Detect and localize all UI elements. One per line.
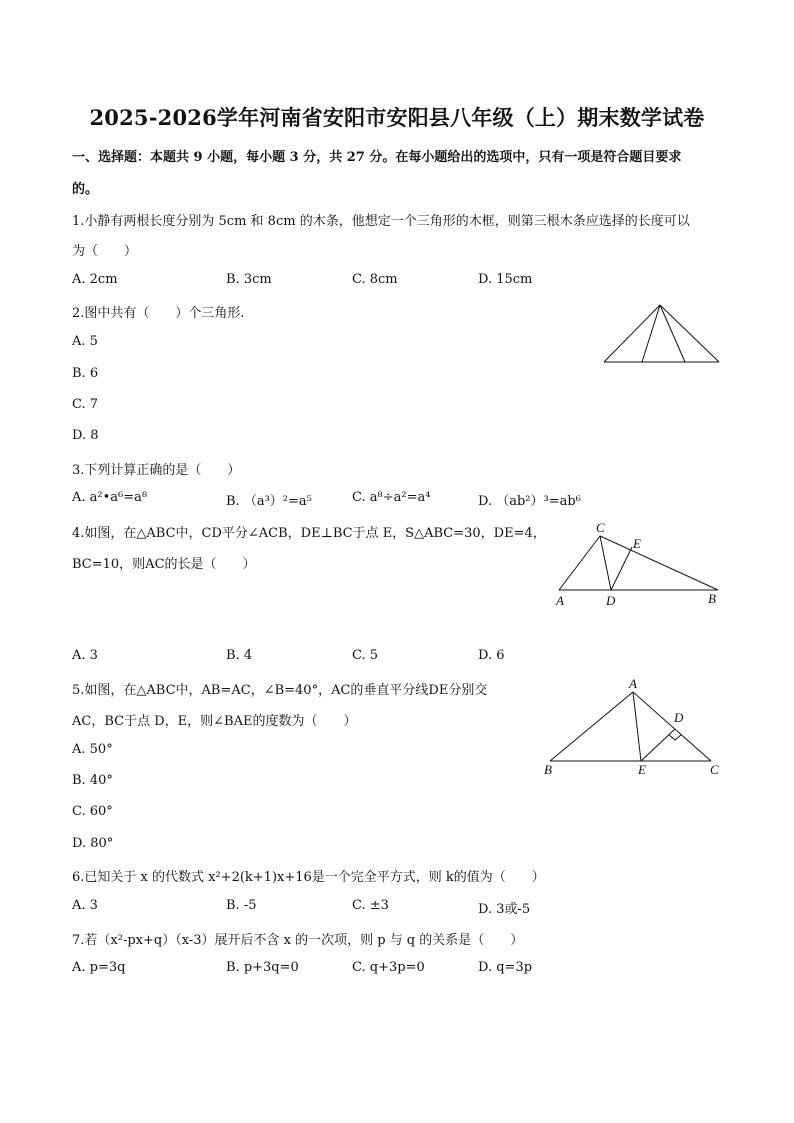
- q5-option-b: B. 40°: [72, 773, 113, 788]
- q5-label-b: B: [544, 762, 552, 777]
- q7-option-b: B. p+3q=0: [226, 960, 299, 975]
- q5-stem-line2: AC，BC于点 D，E，则∠BAE的度数为（ ）: [72, 714, 357, 729]
- q1-option-a: A. 2cm: [72, 272, 118, 287]
- q5-triangle-figure: [538, 674, 728, 780]
- q3-option-b: B. （a³）²=a⁵: [226, 494, 312, 509]
- q4-label-d: D: [606, 593, 616, 608]
- q1-option-b: B. 3cm: [226, 272, 272, 287]
- q7-option-d: D. q=3p: [478, 960, 533, 975]
- q4-option-a: A. 3: [72, 648, 98, 663]
- q6-option-d: D. 3或-5: [478, 902, 531, 917]
- q5-option-a: A. 50°: [72, 742, 113, 757]
- q2-stem: 2.图中共有（ ）个三角形.: [72, 306, 245, 321]
- q2-option-b: B. 6: [72, 366, 99, 381]
- q3-option-d: D. （ab²）³=ab⁶: [478, 494, 581, 509]
- q4-label-b: B: [708, 591, 716, 606]
- q5-label-d: D: [674, 710, 684, 725]
- exam-title: 2025-2026学年河南省安阳市安阳县八年级（上）期末数学试卷: [89, 105, 705, 130]
- q5-option-c: C. 60°: [72, 804, 113, 819]
- q4-label-a: A: [556, 593, 564, 608]
- q6-option-c: C. ±3: [352, 898, 389, 913]
- q5-option-d: D. 80°: [72, 836, 114, 851]
- section-header-line1: 一、选择题：本题共 9 小题，每小题 3 分，共 27 分。在每小题给出的选项中，只有一项是符合题目要求: [72, 150, 682, 165]
- q2-option-d: D. 8: [72, 428, 99, 443]
- q1-stem-line1: 1.小静有两根长度分别为 5cm 和 8cm 的木条，他想定一个三角形的木框，则第三根木条应选择的长度可以: [72, 214, 690, 229]
- q6-stem: 6.已知关于 x 的代数式 x²+2(k+1)x+16是一个完全平方式，则 k的值为（ ）: [72, 870, 545, 885]
- q1-stem-line2: 为（ ）: [72, 244, 138, 259]
- q1-option-c: C. 8cm: [352, 272, 398, 287]
- q4-stem-line1: 4.如图，在△ABC中，CD平分∠ACB，DE⊥BC于点 E，S△ABC=30，DE=4，: [72, 526, 546, 541]
- q2-option-a: A. 5: [72, 334, 98, 349]
- q4-label-e: E: [633, 536, 641, 551]
- q3-stem: 3.下列计算正确的是（ ）: [72, 463, 241, 478]
- q5-label-c: C: [710, 762, 719, 777]
- q2-triangle-figure: [598, 298, 724, 368]
- q3-option-a: A. a²•a⁶=a⁸: [72, 490, 148, 505]
- q6-option-a: A. 3: [72, 898, 98, 913]
- q4-option-b: B. 4: [226, 648, 253, 663]
- q7-stem: 7.若（x²-px+q）（x-3）展开后不含 x 的一次项，则 p 与 q 的关系是（ ）: [72, 933, 524, 948]
- q5-label-a: A: [629, 676, 637, 691]
- q5-stem-line1: 5.如图，在△ABC中，AB=AC，∠B=40°，AC的垂直平分线DE分别交: [72, 683, 488, 698]
- q7-option-c: C. q+3p=0: [352, 960, 425, 975]
- q1-option-d: D. 15cm: [478, 272, 533, 287]
- section-header-line2: 的。: [72, 182, 99, 197]
- q2-option-c: C. 7: [72, 397, 99, 412]
- q5-label-e: E: [638, 762, 646, 777]
- q4-option-d: D. 6: [478, 648, 505, 663]
- q6-option-b: B. -5: [226, 898, 257, 913]
- q4-option-c: C. 5: [352, 648, 379, 663]
- q4-label-c: C: [596, 520, 605, 535]
- q4-stem-line2: BC=10，则AC的长是（ ）: [72, 557, 256, 572]
- q3-option-c: C. a⁸÷a²=a⁴: [352, 490, 431, 505]
- q7-option-a: A. p=3q: [72, 960, 126, 975]
- q4-triangle-figure: [548, 518, 728, 610]
